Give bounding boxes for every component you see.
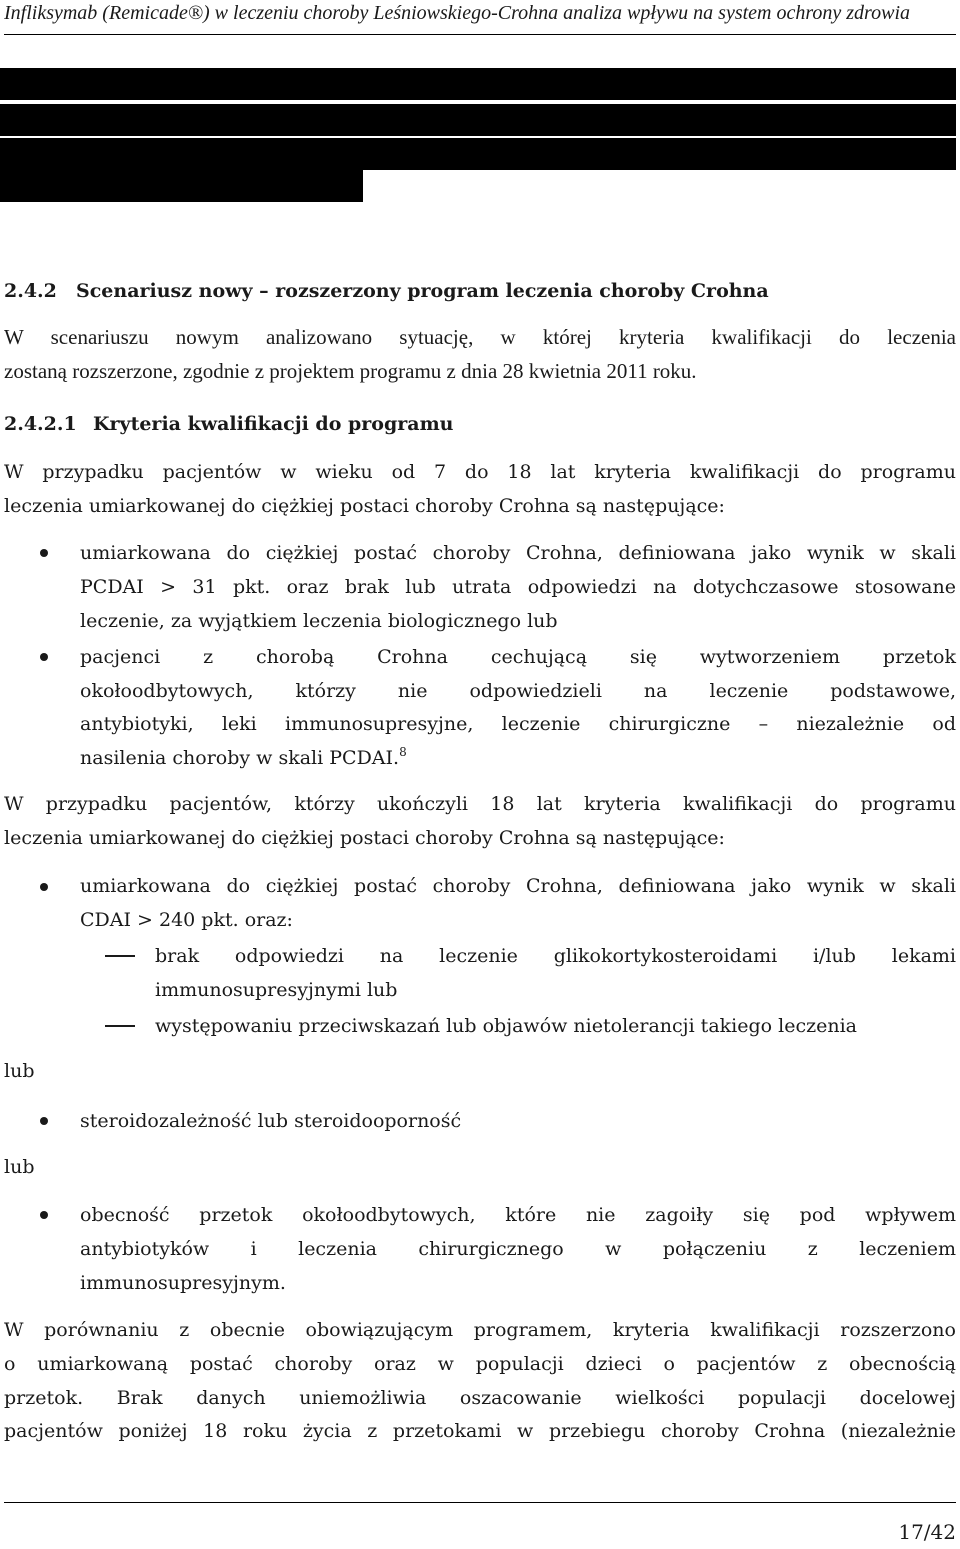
paragraph-line: W przypadku pacjentów w wieku od 7 do 18 lat kryteria kwalifikacji do programu bbox=[4, 461, 956, 483]
list-item-line: immunosupresyjnym. bbox=[80, 1272, 286, 1294]
redaction-bar bbox=[0, 68, 956, 100]
subsection-title: Kryteria kwalifikacji do programu bbox=[93, 413, 454, 435]
paragraph-line: leczenia umiarkowanej do ciężkiej postaci choroby Crohna są następujące: bbox=[4, 495, 725, 517]
paragraph-line: W porównaniu z obecnie obowiązującym programem, kryteria kwalifikacji rozszerzono bbox=[4, 1319, 956, 1341]
list-item-line: pacjenci z chorobą Crohna cechującą się wytworzeniem przetok bbox=[80, 646, 956, 668]
redaction-bar bbox=[0, 138, 956, 170]
bullet-marker bbox=[40, 1211, 48, 1219]
list-item-line: PCDAI > 31 pkt. oraz brak lub utrata odpowiedzi na dotychczasowe stosowane bbox=[80, 576, 956, 598]
section-number: 2.4.2 bbox=[4, 280, 57, 302]
page-number: 17/42 bbox=[898, 1520, 956, 1544]
paragraph-line: przetok. Brak danych uniemożliwia oszacowanie wielkości populacji docelowej bbox=[4, 1387, 956, 1409]
running-header: Infliksymab (Remicade®) w leczeniu choroby Leśniowskiego-Crohna analiza wpływu na system ochrony zdrowia bbox=[4, 0, 956, 35]
list-item-line: antybiotyki, leki immunosupresyjne, leczenie chirurgiczne – niezależnie od bbox=[80, 713, 956, 735]
footer-rule bbox=[4, 1502, 956, 1503]
section-title: Scenariusz nowy – rozszerzony program leczenia choroby Crohna bbox=[76, 280, 769, 302]
list-item-line: obecność przetok okołoodbytowych, które nie zagoiły się pod wpływem bbox=[80, 1204, 956, 1226]
sub-item-line: immunosupresyjnymi lub bbox=[155, 979, 398, 1001]
list-item-line: CDAI > 240 pkt. oraz: bbox=[80, 909, 293, 931]
bullet-marker bbox=[40, 883, 48, 891]
or-label: lub bbox=[4, 1156, 35, 1178]
paragraph-line: W scenariuszu nowym analizowano sytuację, w której kryteria kwalifikacji do leczenia bbox=[4, 325, 956, 349]
list-item-line: okołoodbytowych, którzy nie odpowiedzieli na leczenie podstawowe, bbox=[80, 680, 956, 702]
paragraph-line: W przypadku pacjentów, którzy ukończyli 18 lat kryteria kwalifikacji do programu bbox=[4, 793, 956, 815]
list-item-line: umiarkowana do ciężkiej postać choroby Crohna, definiowana jako wynik w skali bbox=[80, 542, 956, 564]
list-item-line bbox=[80, 741, 956, 775]
sub-item-line: brak odpowiedzi na leczenie glikokortykosteroidami i/lub lekami bbox=[155, 945, 956, 967]
bullet-marker bbox=[40, 1117, 48, 1125]
paragraph-line: pacjentów poniżej 18 roku życia z przetokami w przebiegu choroby Crohna (niezależnie bbox=[4, 1420, 956, 1442]
paragraph-line: o umiarkowaną postać choroby oraz w populacji dzieci o pacjentów z obecnością bbox=[4, 1353, 956, 1375]
paragraph-line: leczenia umiarkowanej do ciężkiej postaci choroby Crohna są następujące: bbox=[4, 827, 725, 849]
redaction-bar bbox=[0, 104, 956, 136]
list-item-text: nasilenia choroby w skali PCDAI. bbox=[80, 747, 400, 769]
redaction-bar bbox=[0, 170, 363, 202]
subsection-heading bbox=[4, 407, 956, 441]
or-label: lub bbox=[4, 1060, 35, 1082]
bullet-marker bbox=[40, 549, 48, 557]
sub-item-line: występowaniu przeciwskazań lub objawów nietolerancji takiego leczenia bbox=[155, 1015, 857, 1037]
list-item-line: steroidozależność lub steroidooporność bbox=[80, 1110, 462, 1132]
dash-marker bbox=[105, 955, 135, 957]
paragraph-line: zostaną rozszerzone, zgodnie z projektem programu z dnia 28 kwietnia 2011 roku. bbox=[4, 359, 697, 383]
dash-marker bbox=[105, 1025, 135, 1027]
footnote-ref: 8 bbox=[399, 745, 407, 759]
bullet-marker bbox=[40, 653, 48, 661]
section-heading bbox=[4, 274, 956, 308]
list-item-line: umiarkowana do ciężkiej postać choroby Crohna, definiowana jako wynik w skali bbox=[80, 875, 956, 897]
list-item-line: antybiotyków i leczenia chirurgicznego w połączeniu z leczeniem bbox=[80, 1238, 956, 1260]
list-item-line: leczenie, za wyjątkiem leczenia biologicznego lub bbox=[80, 610, 558, 632]
subsection-number: 2.4.2.1 bbox=[4, 413, 77, 435]
